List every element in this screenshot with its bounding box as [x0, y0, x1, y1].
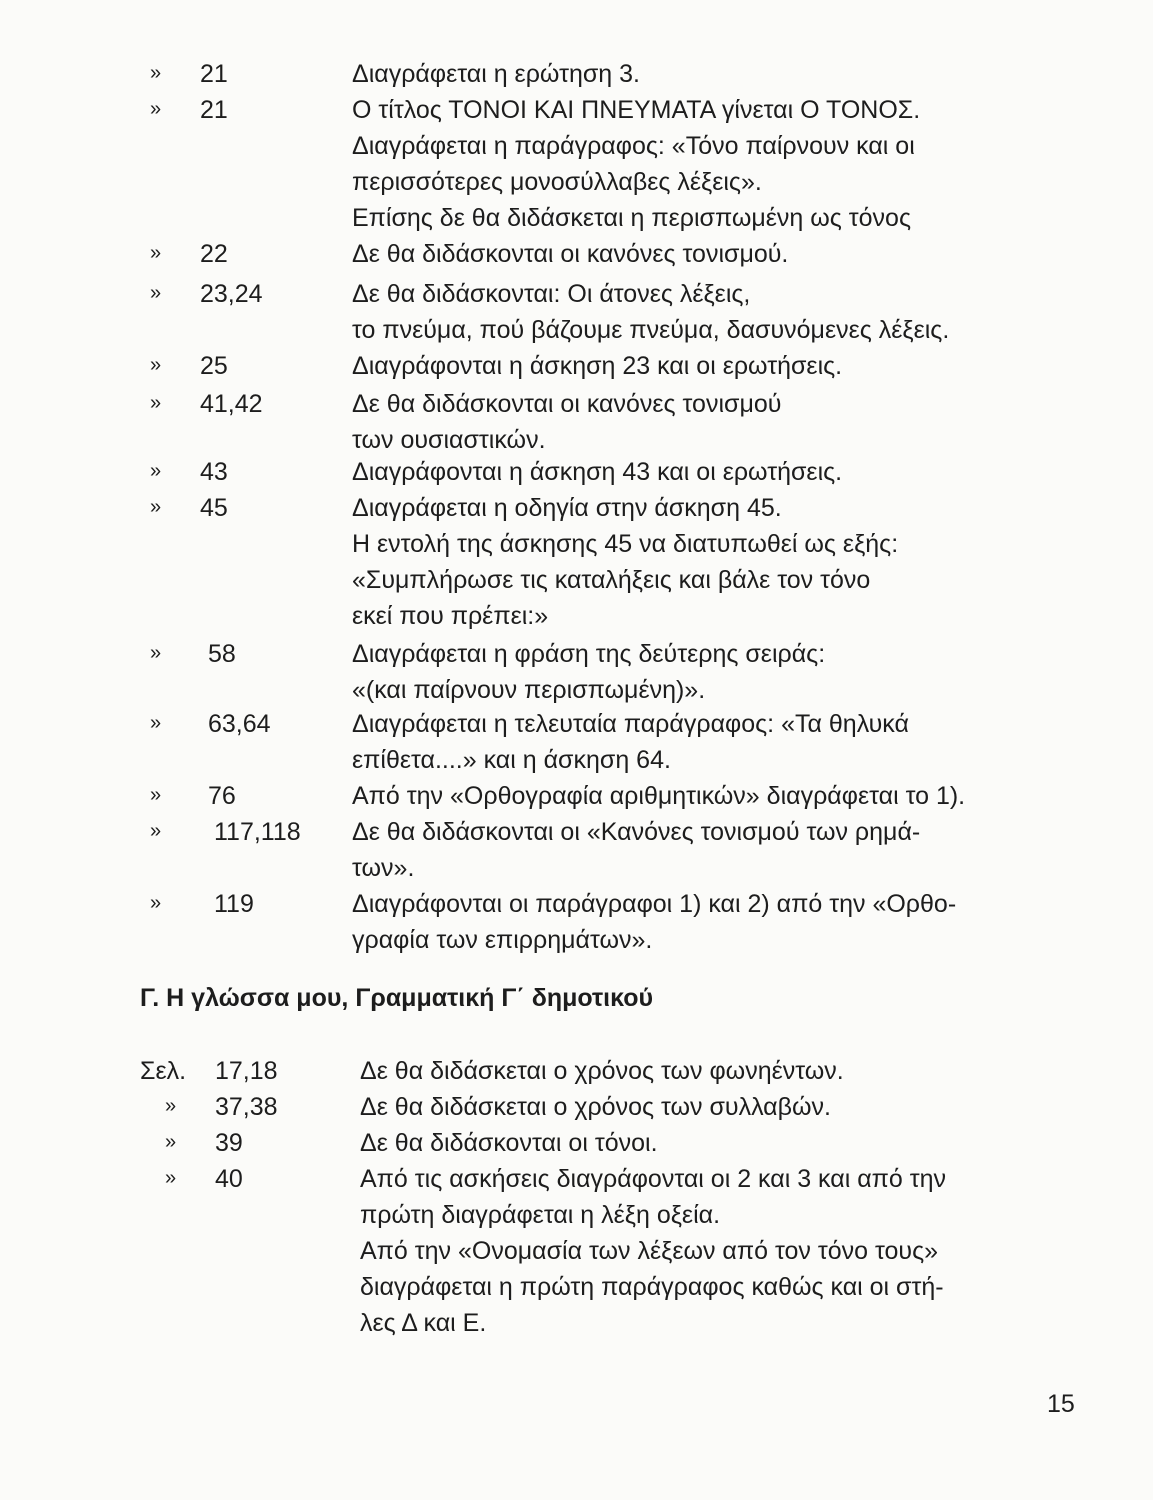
entry-marker: » — [150, 62, 162, 84]
entry-text-line: το πνεύμα, πού βάζουμε πνεύμα, δασυνόμενες λέξεις. — [352, 316, 950, 344]
entry-text-line: γραφία των επιρρημάτων». — [352, 926, 653, 954]
entry-text-line: διαγράφεται η πρώτη παράγραφος καθώς και οι στή- — [360, 1273, 944, 1301]
entry-text-line: των». — [352, 854, 415, 882]
entry-marker: » — [150, 642, 162, 664]
entry-text-line: Διαγράφονται η άσκηση 23 και οι ερωτήσεις. — [352, 352, 843, 380]
entry-page-number: 119 — [214, 890, 254, 918]
entry-page-number: 17,18 — [215, 1057, 278, 1085]
entry-text-line: Δε θα διδάσκονται οι «Κανόνες τονισμού των ρημά- — [352, 818, 921, 846]
entry-text-line: Διαγράφονται οι παράγραφοι 1) και 2) από την «Ορθο- — [352, 890, 957, 918]
entry-page-number: 37,38 — [215, 1093, 278, 1121]
entry-marker: » — [150, 712, 162, 734]
entry-marker: » — [150, 496, 162, 518]
entry-page-number: 58 — [208, 640, 236, 668]
entry-text-line: Δε θα διδάσκεται ο χρόνος των συλλαβών. — [360, 1093, 831, 1121]
entry-page-number: 21 — [200, 60, 228, 88]
entry-page-number: 43 — [200, 458, 228, 486]
entry-text-line: Διαγράφεται η φράση της δεύτερης σειράς: — [352, 640, 826, 668]
entry-text-line: πρώτη διαγράφεται η λέξη οξεία. — [360, 1201, 721, 1229]
entry-text-line: Διαγράφεται η παράγραφος: «Τόνο παίρνουν και οι — [352, 132, 915, 160]
entry-marker: » — [150, 392, 162, 414]
entry-marker: » — [150, 242, 162, 264]
entry-text-line: επίθετα....» και η άσκηση 64. — [352, 746, 671, 774]
entry-page-number: 117,118 — [214, 818, 301, 846]
entry-text-line: Δε θα διδάσκονται οι κανόνες τονισμού — [352, 390, 782, 418]
entry-marker: » — [165, 1095, 177, 1117]
entry-page-number: 25 — [200, 352, 228, 380]
entry-text-line: «(και παίρνουν περισπωμένη)». — [352, 676, 706, 704]
entry-text-line: περισσότερες μονοσύλλαβες λέξεις». — [352, 168, 762, 196]
entry-marker: » — [150, 784, 162, 806]
entry-text-line: λες Δ και Ε. — [360, 1309, 487, 1337]
entry-marker: Σελ. — [140, 1057, 187, 1085]
entry-text-line: Δε θα διδάσκονται οι τόνοι. — [360, 1129, 658, 1157]
entry-page-number: 21 — [200, 96, 228, 124]
entry-text-line: Η εντολή της άσκησης 45 να διατυπωθεί ως εξής: — [352, 530, 899, 558]
entry-text-line: Δε θα διδάσκεται ο χρόνος των φωνηέντων. — [360, 1057, 844, 1085]
entry-marker: » — [150, 282, 162, 304]
entry-page-number: 41,42 — [200, 390, 263, 418]
entry-text-line: Δε θα διδάσκονται οι κανόνες τονισμού. — [352, 240, 789, 268]
entry-text-line: Διαγράφεται η ερώτηση 3. — [352, 60, 641, 88]
section-heading: Γ. Η γλώσσα μου, Γραμματική Γ΄ δημοτικού — [140, 984, 654, 1012]
entry-marker: » — [150, 460, 162, 482]
entry-page-number: 40 — [215, 1165, 243, 1193]
entry-page-number: 63,64 — [208, 710, 271, 738]
entry-text-line: Επίσης δε θα διδάσκεται η περισπωμένη ως τόνος — [352, 204, 912, 232]
entry-text-line: Διαγράφεται η οδηγία στην άσκηση 45. — [352, 494, 782, 522]
entry-page-number: 45 — [200, 494, 228, 522]
entry-marker: » — [165, 1167, 177, 1189]
entry-text-line: «Συμπλήρωσε τις καταλήξεις και βάλε τον τόνο — [352, 566, 871, 594]
entry-text-line: Ο τίτλος ΤΟΝΟΙ ΚΑΙ ΠΝΕΥΜΑΤΑ γίνεται Ο ΤΟΝΟΣ. — [352, 96, 921, 124]
entry-page-number: 22 — [200, 240, 228, 268]
entry-text-line: εκεί που πρέπει:» — [352, 602, 549, 630]
entry-marker: » — [150, 98, 162, 120]
entry-marker: » — [165, 1131, 177, 1153]
entry-marker: » — [150, 892, 162, 914]
entry-page-number: 76 — [208, 782, 236, 810]
entry-text-line: Διαγράφονται η άσκηση 43 και οι ερωτήσεις. — [352, 458, 843, 486]
entry-text-line: Από την «Ορθογραφία αριθμητικών» διαγράφεται το 1). — [352, 782, 966, 810]
entry-text-line: Διαγράφεται η τελευταία παράγραφος: «Τα θηλυκά — [352, 710, 909, 738]
page-number: 15 — [1047, 1390, 1075, 1418]
entry-text-line: των ουσιαστικών. — [352, 426, 546, 454]
entry-text-line: Δε θα διδάσκονται: Οι άτονες λέξεις, — [352, 280, 751, 308]
entry-text-line: Από την «Ονομασία των λέξεων από τον τόνο τους» — [360, 1237, 939, 1265]
entry-marker: » — [150, 354, 162, 376]
entry-page-number: 23,24 — [200, 280, 263, 308]
entry-text-line: Από τις ασκήσεις διαγράφονται οι 2 και 3 και από την — [360, 1165, 947, 1193]
entry-page-number: 39 — [215, 1129, 243, 1157]
entry-marker: » — [150, 820, 162, 842]
